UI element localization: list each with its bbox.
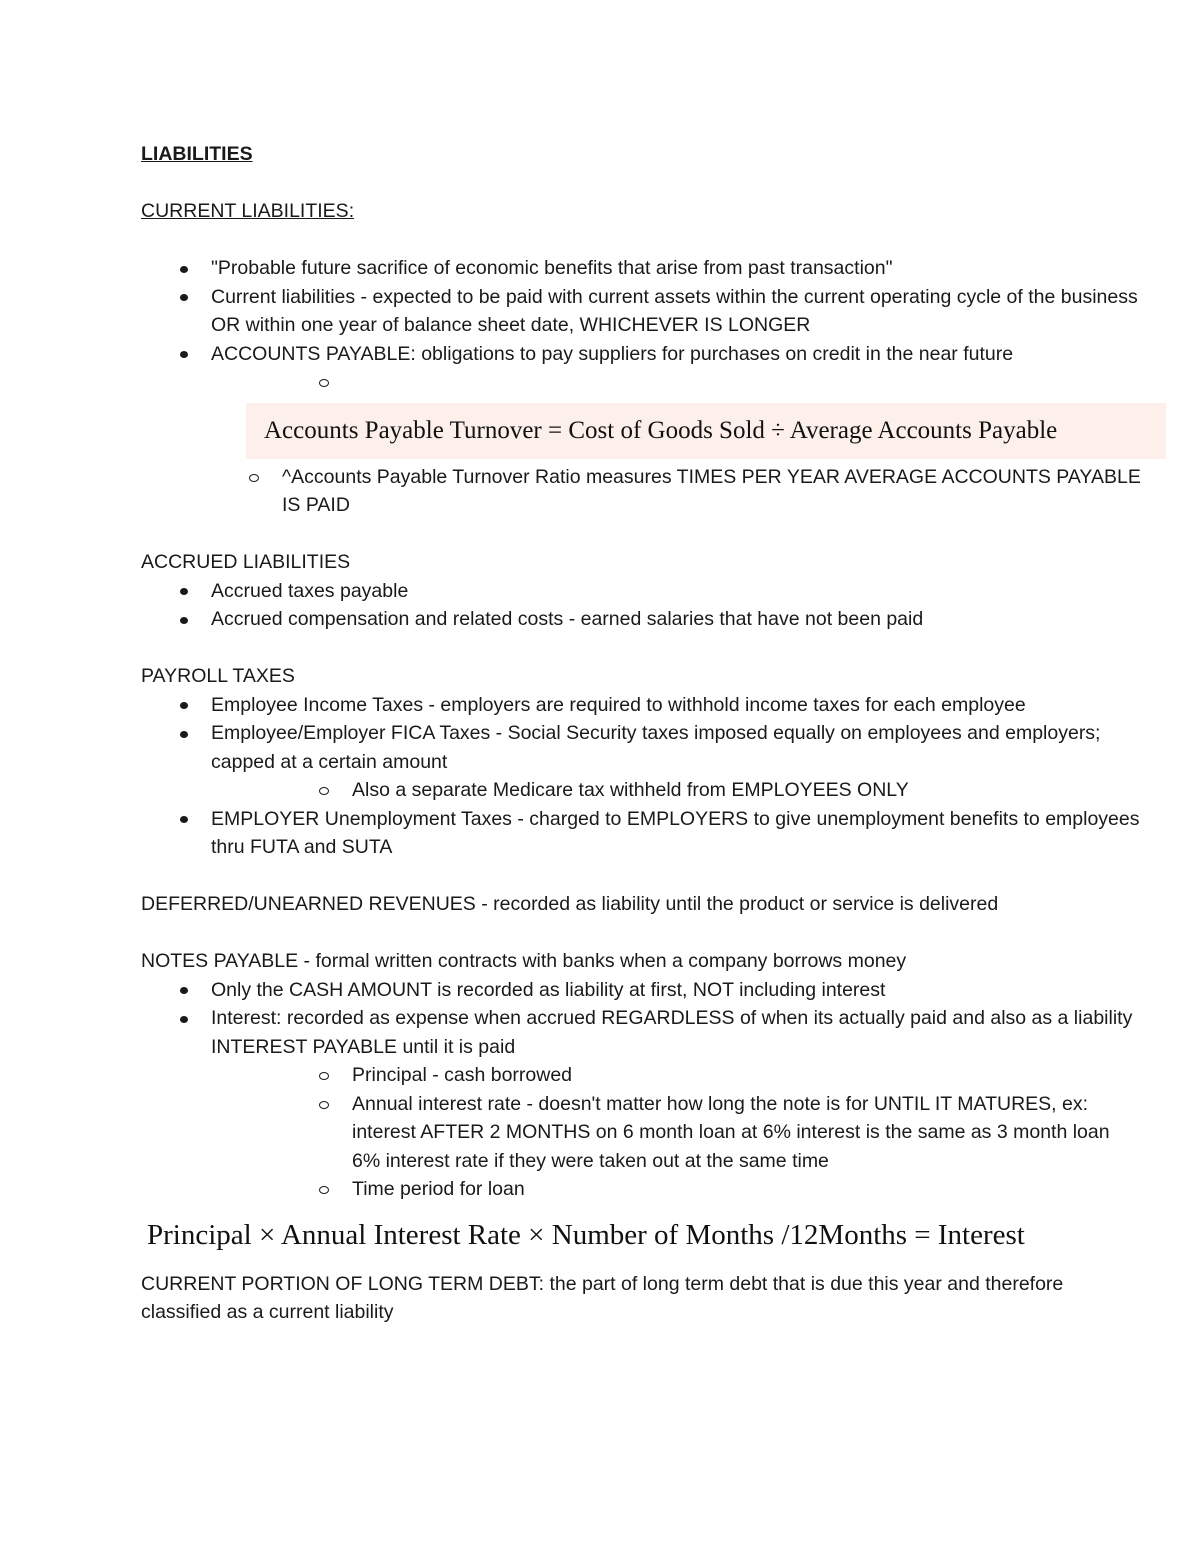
list-item: "Probable future sacrifice of economic benefits that arise from past transaction" [141,254,1141,283]
current-portion-text: CURRENT PORTION OF LONG TERM DEBT: the part of long term debt that is due this year and therefore classified as a current liability [141,1272,1064,1323]
accounts-payable-sublist [211,368,1141,397]
ap-note-list [141,463,1141,520]
payroll-taxes-list [141,691,1141,862]
list-item: Employee Income Taxes - employers are required to withhold income taxes for each employee [141,691,1141,720]
list-item: Accrued taxes payable [141,577,1141,606]
list-item: Time period for loan [211,1175,1141,1204]
list-item: EMPLOYER Unemployment Taxes - charged to EMPLOYERS to give unemployment benefits to employees thru FUTA and SUTA [141,805,1141,862]
payroll-taxes-heading: PAYROLL TAXES [141,665,295,687]
list-item: Principal - cash borrowed [211,1061,1141,1090]
list-item [141,719,1141,805]
notes-payable-list [141,976,1141,1204]
fica-sublist [211,776,1141,805]
accrued-liabilities-list [141,577,1141,634]
list-item: Current liabilities - expected to be paid with current assets within the current operating cycle of the business OR within one year of balance sheet date, WHICHEVER IS LONGER [141,283,1141,340]
deferred-revenues-text: DEFERRED/UNEARNED REVENUES - recorded as liability until the product or service is delivered [141,893,999,915]
notes-payable-heading: NOTES PAYABLE - formal written contracts with banks when a company borrows money [141,950,907,972]
ap-turnover-formula: Accounts Payable Turnover = Cost of Goods Sold ÷ Average Accounts Payable [246,403,1166,459]
document-page [141,140,1141,1327]
interest-text: Interest: recorded as expense when accrued REGARDLESS of when its actually paid and also as a liability INTEREST PAYABLE until it is paid [211,1007,1133,1058]
accounts-payable-text: ACCOUNTS PAYABLE: obligations to pay suppliers for purchases on credit in the near future [211,342,1014,365]
current-liabilities-heading: CURRENT LIABILITIES: [141,200,355,222]
list-item [211,368,1141,397]
current-liabilities-list [141,254,1141,397]
accrued-liabilities-heading: ACCRUED LIABILITIES [141,551,351,573]
list-item [141,340,1141,397]
page-title: LIABILITIES [141,143,253,165]
list-item [141,1004,1141,1204]
list-item: Accrued compensation and related costs - earned salaries that have not been paid [141,605,1141,634]
list-item: ^Accounts Payable Turnover Ratio measures TIMES PER YEAR AVERAGE ACCOUNTS PAYABLE IS PAID [141,463,1141,520]
list-item: Only the CASH AMOUNT is recorded as liability at first, NOT including interest [141,976,1141,1005]
list-item: Also a separate Medicare tax withheld from EMPLOYEES ONLY [211,776,1141,805]
list-item: Annual interest rate - doesn't matter how long the note is for UNTIL IT MATURES, ex: interest AFTER 2 MONTHS on 6 month loan at 6% interest is the same as 3 month loan 6% interest rate if they were taken out at the same time [211,1090,1141,1176]
interest-formula: Principal × Annual Interest Rate × Number of Months /12Months = Interest [147,1218,1025,1251]
fica-text: Employee/Employer FICA Taxes - Social Security taxes imposed equally on employees and employers; capped at a certain amount [211,722,1101,773]
interest-sublist [211,1061,1141,1204]
